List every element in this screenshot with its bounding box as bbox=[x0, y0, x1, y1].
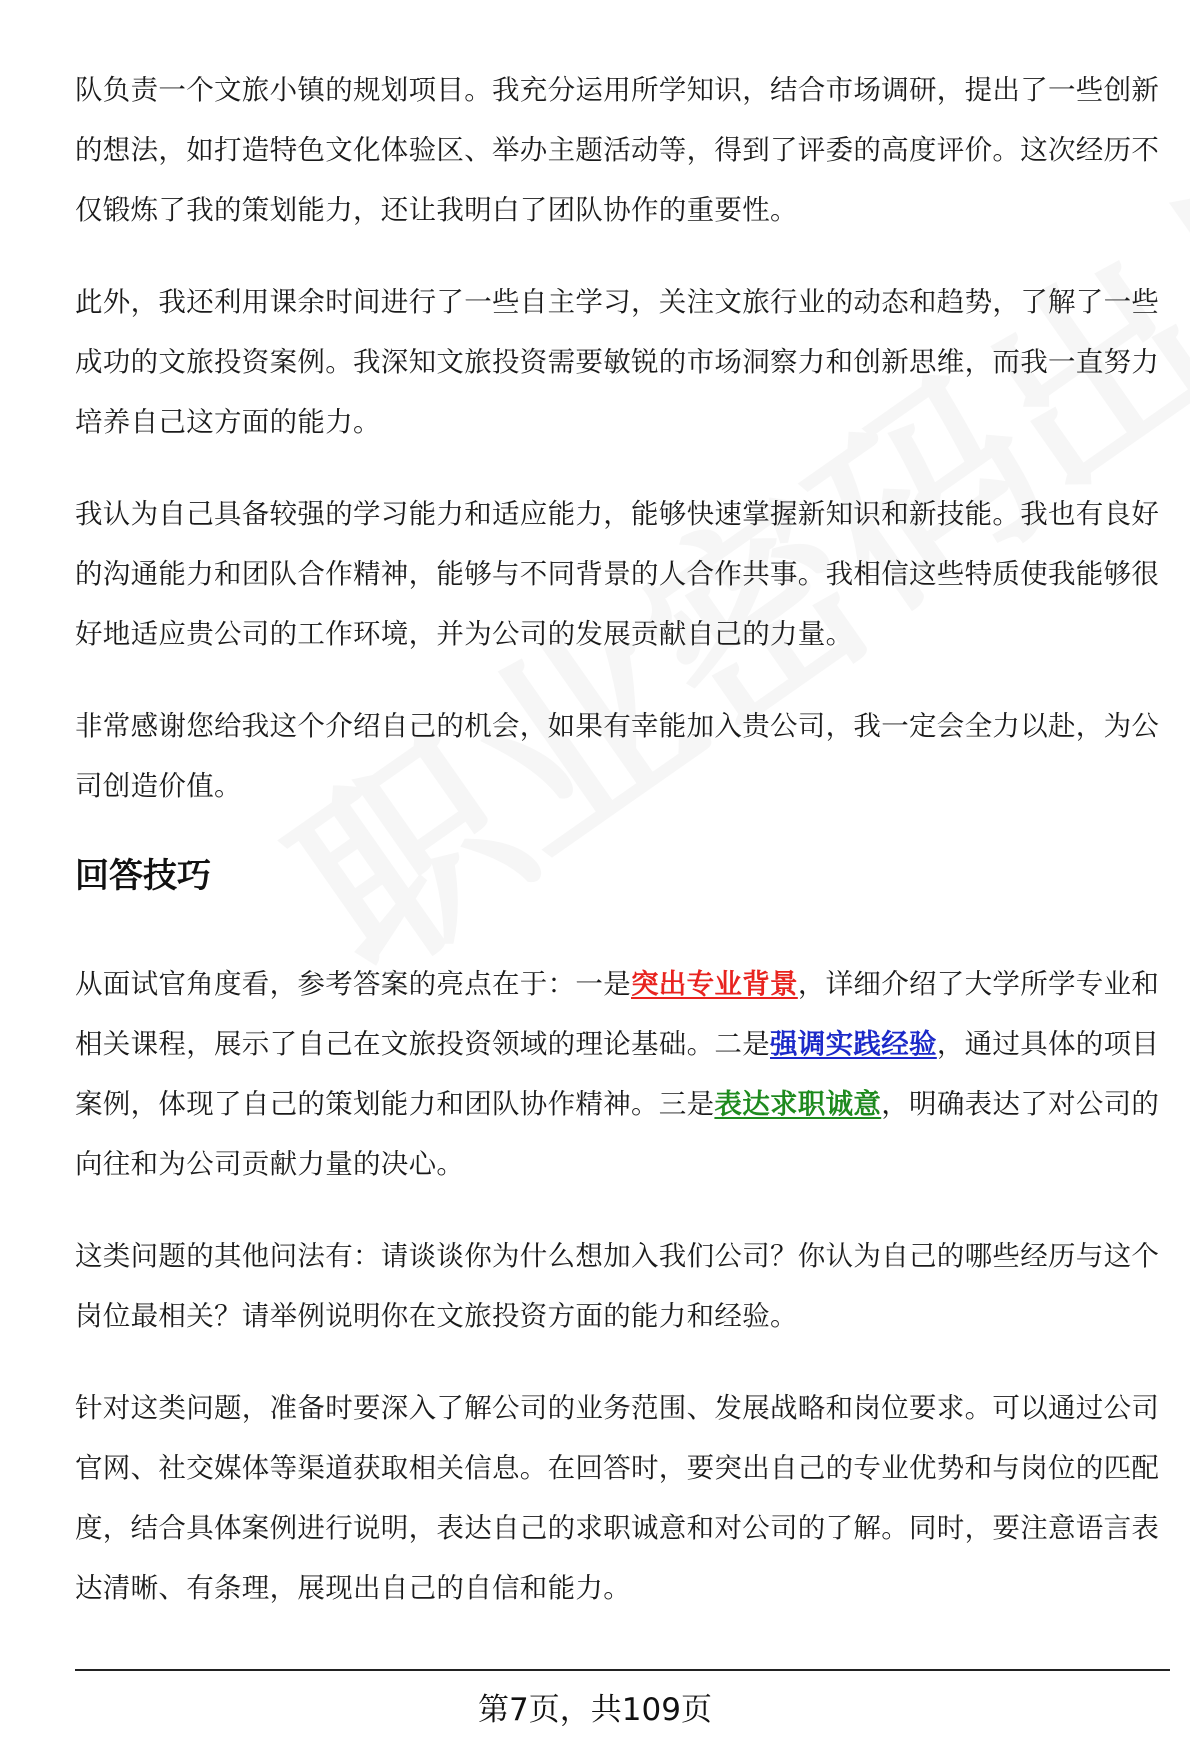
paragraph-other-questions: 这类问题的其他问法有：请谈谈你为什么想加入我们公司？你认为自己的哪些经历与这个岗位最相关？请举例说明你在文旅投资方面的能力和经验。 bbox=[75, 1240, 1160, 1332]
footer-divider bbox=[75, 1669, 1170, 1671]
highlight-job-sincerity: 表达求职诚意 bbox=[714, 1088, 882, 1120]
highlights-text-4: ，明确表达了对公司的向往和为公司贡献力量的决心。 bbox=[75, 1088, 1160, 1180]
paragraph-self-study: 此外，我还利用课余时间进行了一些自主学习，关注文旅行业的动态和趋势，了解了一些成功的文旅投资案例。我深知文旅投资需要敏锐的市场洞察力和创新思维，而我一直努力培养自己这方面的能力。 bbox=[75, 286, 1160, 438]
page-number: 第7页，共109页 bbox=[478, 1692, 712, 1728]
paragraph-preparation-tips: 针对这类问题，准备时要深入了解公司的业务范围、发展战略和岗位要求。可以通过公司官网、社交媒体等渠道获取相关信息。在回答时，要突出自己的专业优势和与岗位的匹配度，结合具体案例进行说明，表达自己的求职诚意和对公司的了解。同时，要注意语言表达清晰、有条理，展现出自己的自信和能力。 bbox=[75, 1392, 1160, 1604]
highlights-text-2: ，详细介绍了大学所学专业和相关课程，展示了自己在文旅投资领域的理论基础。二是 bbox=[75, 968, 1160, 1060]
highlights-text-1: 从面试官角度看，参考答案的亮点在于：一是 bbox=[75, 968, 631, 1000]
paragraph-strengths: 我认为自己具备较强的学习能力和适应能力，能够快速掌握新知识和新技能。我也有良好的沟通能力和团队合作精神，能够与不同背景的人合作共事。我相信这些特质使我能够很好地适应贵公司的工作环境，并为公司的发展贡献自己的力量。 bbox=[75, 498, 1160, 650]
highlight-professional-background: 突出专业背景 bbox=[631, 968, 798, 1000]
section-heading: 回答技巧 bbox=[75, 856, 211, 896]
highlights-text-3: ，通过具体的项目案例，体现了自己的策划能力和团队协作精神。三是 bbox=[75, 1028, 1160, 1120]
paragraph-project-experience: 队负责一个文旅小镇的规划项目。我充分运用所学知识，结合市场调研，提出了一些创新的想法，如打造特色文化体验区、举办主题活动等，得到了评委的高度评价。这次经历不仅锻炼了我的策划能力，还让我明白了团队协作的重要性。 bbox=[75, 74, 1160, 226]
paragraph-highlights bbox=[75, 954, 1175, 1194]
highlight-practical-experience: 强调实践经验 bbox=[770, 1028, 937, 1060]
document-body bbox=[75, 60, 1175, 1650]
paragraph-closing: 非常感谢您给我这个介绍自己的机会，如果有幸能加入贵公司，我一定会全力以赴，为公司创造价值。 bbox=[75, 710, 1160, 802]
